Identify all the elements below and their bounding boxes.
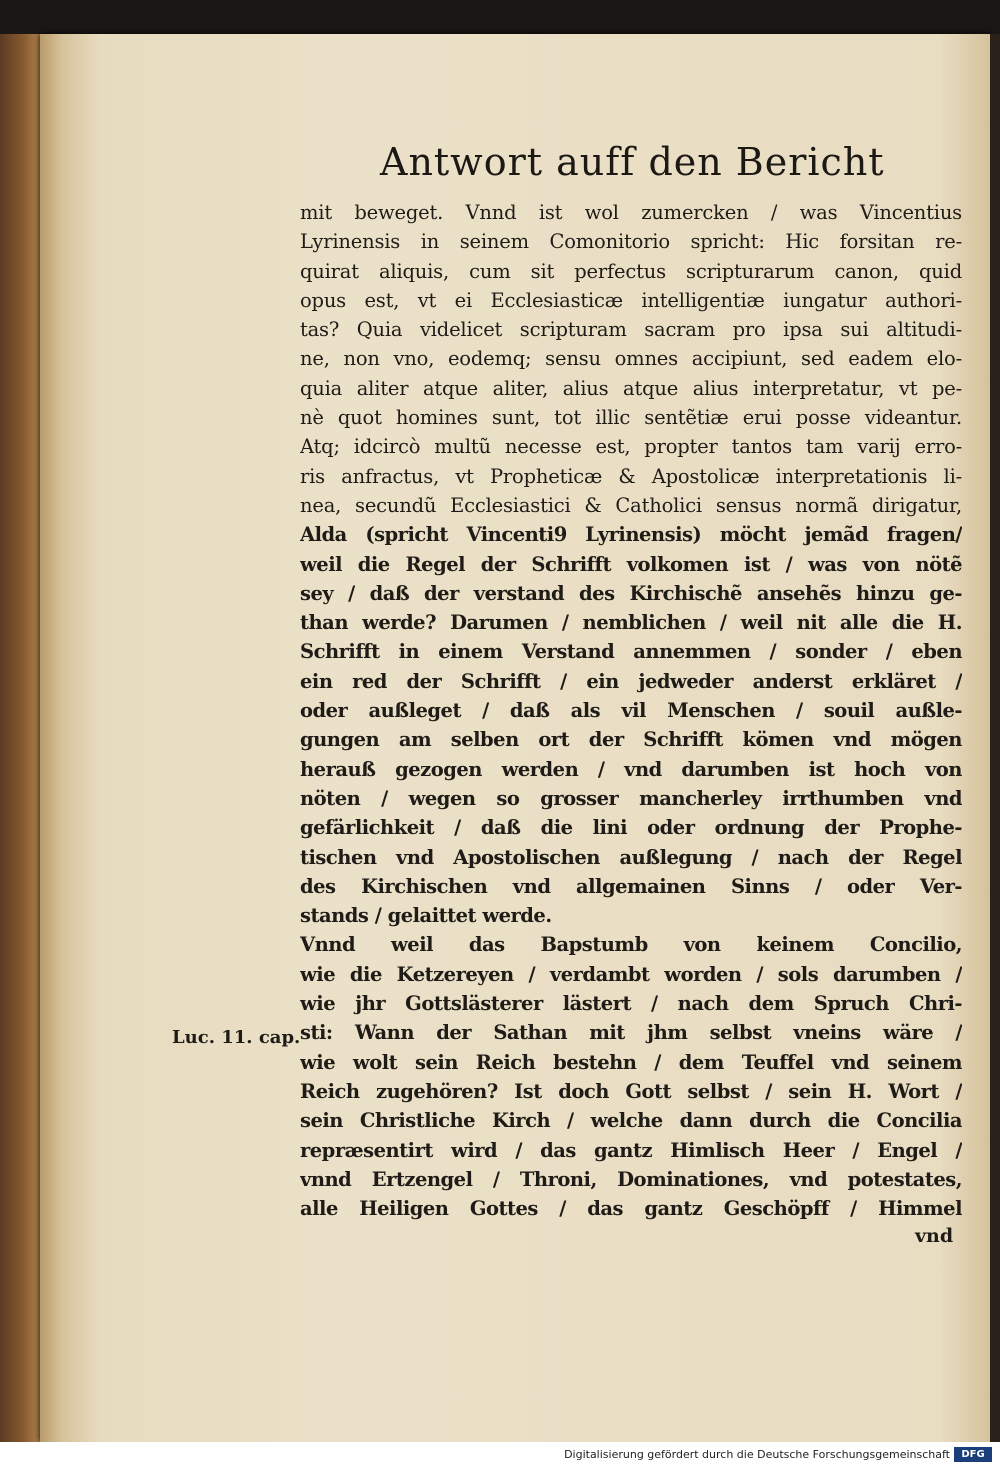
text-line: Atq; idcircò multũ necesse est, propter tantos tam varij erro-: [300, 435, 962, 459]
text-line: gefärlichkeit / daß die lini oder ordnung der Prophe-: [300, 816, 962, 840]
text-line: herauß gezogen werden / vnd darumben ist hoch von: [300, 757, 962, 781]
text-line: Alda (spricht Vincenti9 Lyrinensis) möcht jemãd fragen/: [300, 523, 962, 547]
text-line: ris anfractus, vt Propheticæ & Apostolicæ interpretationis li-: [300, 464, 962, 488]
running-header: Antwort auff den Bericht: [380, 140, 885, 184]
text-line: repræsentirt wird / das gantz Himlisch Heer / Engel /: [300, 1138, 962, 1162]
text-line: tas? Quia videlicet scripturam sacram pro ipsa sui altitudi-: [300, 318, 962, 342]
text-line: gungen am selben ort der Schrifft kömen vnd mögen: [300, 728, 962, 752]
book-binding-gutter: [0, 34, 40, 1442]
text-line: quia aliter atque aliter, alius atque alius interpretatur, vt pe-: [300, 376, 962, 400]
text-line: wie jhr Gottslästerer lästert / nach dem Spruch Chri-: [300, 992, 962, 1016]
text-line: sti: Wann der Sathan mit jhm selbst vneins wäre /: [300, 1021, 962, 1045]
text-line: than werde? Darumen / nemblichen / weil nit alle die H.: [300, 611, 962, 635]
margin-note: Luc. 11. cap.: [172, 1027, 301, 1048]
text-line: nöten / wegen so grosser mancherley irrthumben vnd: [300, 786, 962, 810]
text-line: Schrifft in einem Verstand annemmen / sonder / eben: [300, 640, 962, 664]
text-line: sein Christliche Kirch / welche dann durch die Concilia: [300, 1109, 962, 1133]
text-line: ein red der Schrifft / ein jedweder anderst erkläret /: [300, 669, 962, 693]
text-line: Reich zugehören? Ist doch Gott selbst / sein H. Wort /: [300, 1079, 962, 1103]
page-body-text: [300, 198, 962, 1223]
text-line: opus est, vt ei Ecclesiasticæ intelligentiæ iungatur authori-: [300, 288, 962, 312]
text-line: mit beweget. Vnnd ist wol zumercken / was Vincentius: [300, 201, 962, 224]
text-line: wie wolt sein Reich bestehn / dem Teuffel vnd seinem: [300, 1050, 962, 1074]
text-line: nea, secundũ Ecclesiastici & Catholici sensus normã dirigatur,: [300, 493, 962, 517]
funding-credit: Digitalisierung gefördert durch die Deutsche Forschungsgemeinschaft: [564, 1448, 950, 1461]
text-line: des Kirchischen vnd allgemainen Sinns / oder Ver-: [300, 874, 962, 898]
text-line: tischen vnd Apostolischen außlegung / nach der Regel: [300, 845, 962, 869]
text-line: Vnnd weil das Bapstumb von keinem Concilio,: [300, 933, 962, 957]
text-line: quirat aliquis, cum sit perfectus scripturarum canon, quid: [300, 259, 962, 283]
text-line: wie die Ketzereyen / verdambt worden / sols darumben /: [300, 962, 962, 986]
text-line: stands / gelaittet werde.: [300, 904, 552, 928]
dfg-logo: DFG: [954, 1447, 992, 1462]
text-line: nè quot homines sunt, tot illic sentẽtiæ erui posse videantur.: [300, 406, 962, 430]
text-line: oder außleget / daß als vil Menschen / souil außle-: [300, 699, 962, 723]
text-line: vnnd Ertzengel / Throni, Dominationes, vnd potestates,: [300, 1167, 962, 1191]
digitization-footer: [0, 1442, 1000, 1469]
text-line: weil die Regel der Schrifft volkomen ist / was von nötẽ: [300, 552, 962, 576]
text-line: Lyrinensis in seinem Comonitorio spricht: Hic forsitan re-: [300, 230, 962, 254]
text-line: ne, non vno, eodemq; sensu omnes accipiunt, sed eadem elo-: [300, 347, 962, 371]
catchword: vnd: [915, 1225, 954, 1247]
text-line: sey / daß der verstand des Kirchischẽ ansehẽs hinzu ge-: [300, 581, 962, 605]
text-line: alle Heiligen Gottes / das gantz Geschöpff / Himmel: [300, 1197, 962, 1221]
page-edge-shadow: [990, 34, 1000, 1442]
